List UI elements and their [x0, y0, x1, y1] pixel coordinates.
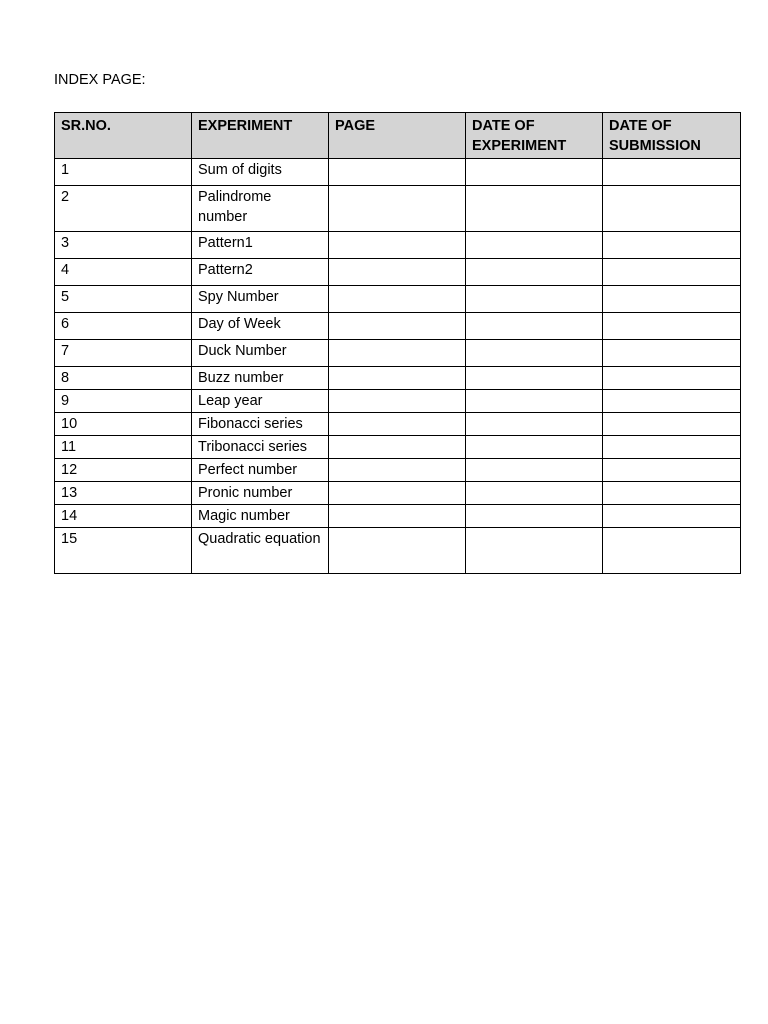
- cell-page: [329, 390, 466, 413]
- cell-date-of-experiment: [466, 340, 603, 367]
- cell-page: [329, 482, 466, 505]
- cell-experiment: Sum of digits: [192, 159, 329, 186]
- table-row: [55, 528, 741, 574]
- cell-date-of-submission: [603, 159, 741, 186]
- header-experiment: EXPERIMENT: [192, 113, 329, 159]
- cell-date-of-experiment: [466, 367, 603, 390]
- cell-sr-no: 12: [55, 459, 192, 482]
- cell-experiment: Duck Number: [192, 340, 329, 367]
- table-row: [55, 186, 741, 232]
- cell-sr-no: 11: [55, 436, 192, 459]
- cell-date-of-submission: [603, 367, 741, 390]
- table-row: [55, 390, 741, 413]
- cell-experiment: Leap year: [192, 390, 329, 413]
- cell-date-of-submission: [603, 505, 741, 528]
- cell-date-of-experiment: [466, 259, 603, 286]
- cell-experiment: Pronic number: [192, 482, 329, 505]
- cell-experiment: Tribonacci series: [192, 436, 329, 459]
- table-row: [55, 286, 741, 313]
- header-page: PAGE: [329, 113, 466, 159]
- cell-date-of-submission: [603, 390, 741, 413]
- cell-date-of-submission: [603, 313, 741, 340]
- cell-sr-no: 5: [55, 286, 192, 313]
- cell-date-of-experiment: [466, 390, 603, 413]
- cell-date-of-experiment: [466, 528, 603, 574]
- index-table: [54, 112, 741, 574]
- cell-date-of-experiment: [466, 313, 603, 340]
- cell-date-of-submission: [603, 232, 741, 259]
- cell-page: [329, 413, 466, 436]
- cell-experiment: Spy Number: [192, 286, 329, 313]
- cell-page: [329, 186, 466, 232]
- cell-sr-no: 2: [55, 186, 192, 232]
- cell-experiment: Perfect number: [192, 459, 329, 482]
- cell-page: [329, 367, 466, 390]
- cell-sr-no: 9: [55, 390, 192, 413]
- cell-date-of-submission: [603, 436, 741, 459]
- cell-date-of-experiment: [466, 232, 603, 259]
- table-row: [55, 413, 741, 436]
- cell-experiment: Palindrome number: [192, 186, 329, 232]
- cell-date-of-experiment: [466, 186, 603, 232]
- cell-sr-no: 7: [55, 340, 192, 367]
- header-date-of-submission: DATE OF SUBMISSION: [603, 113, 741, 159]
- cell-page: [329, 436, 466, 459]
- table-header-row: [55, 113, 741, 159]
- header-sr-no: SR.NO.: [55, 113, 192, 159]
- cell-page: [329, 528, 466, 574]
- cell-experiment: Quadratic equation: [192, 528, 329, 574]
- cell-date-of-experiment: [466, 286, 603, 313]
- page-title: INDEX PAGE:: [54, 72, 146, 88]
- table-row: [55, 505, 741, 528]
- cell-sr-no: 13: [55, 482, 192, 505]
- cell-date-of-experiment: [466, 505, 603, 528]
- table-row: [55, 259, 741, 286]
- cell-date-of-experiment: [466, 482, 603, 505]
- cell-date-of-submission: [603, 528, 741, 574]
- cell-page: [329, 505, 466, 528]
- cell-date-of-submission: [603, 482, 741, 505]
- table-row: [55, 367, 741, 390]
- cell-page: [329, 459, 466, 482]
- cell-experiment: Pattern1: [192, 232, 329, 259]
- table-row: [55, 340, 741, 367]
- table-row: [55, 313, 741, 340]
- cell-experiment: Pattern2: [192, 259, 329, 286]
- table-row: [55, 482, 741, 505]
- cell-experiment: Buzz number: [192, 367, 329, 390]
- cell-date-of-experiment: [466, 413, 603, 436]
- cell-date-of-submission: [603, 340, 741, 367]
- cell-sr-no: 6: [55, 313, 192, 340]
- cell-sr-no: 15: [55, 528, 192, 574]
- cell-sr-no: 10: [55, 413, 192, 436]
- cell-date-of-submission: [603, 459, 741, 482]
- cell-date-of-submission: [603, 186, 741, 232]
- cell-page: [329, 313, 466, 340]
- cell-experiment: Day of Week: [192, 313, 329, 340]
- table-row: [55, 159, 741, 186]
- cell-page: [329, 259, 466, 286]
- cell-date-of-submission: [603, 259, 741, 286]
- cell-sr-no: 8: [55, 367, 192, 390]
- cell-page: [329, 286, 466, 313]
- cell-date-of-experiment: [466, 436, 603, 459]
- cell-experiment: Magic number: [192, 505, 329, 528]
- cell-sr-no: 3: [55, 232, 192, 259]
- cell-date-of-submission: [603, 286, 741, 313]
- cell-experiment: Fibonacci series: [192, 413, 329, 436]
- table-row: [55, 232, 741, 259]
- cell-sr-no: 14: [55, 505, 192, 528]
- cell-sr-no: 1: [55, 159, 192, 186]
- cell-sr-no: 4: [55, 259, 192, 286]
- cell-page: [329, 340, 466, 367]
- table-row: [55, 459, 741, 482]
- cell-page: [329, 159, 466, 186]
- cell-date-of-experiment: [466, 459, 603, 482]
- header-date-of-experiment: DATE OF EXPERIMENT: [466, 113, 603, 159]
- table-row: [55, 436, 741, 459]
- cell-date-of-experiment: [466, 159, 603, 186]
- cell-page: [329, 232, 466, 259]
- cell-date-of-submission: [603, 413, 741, 436]
